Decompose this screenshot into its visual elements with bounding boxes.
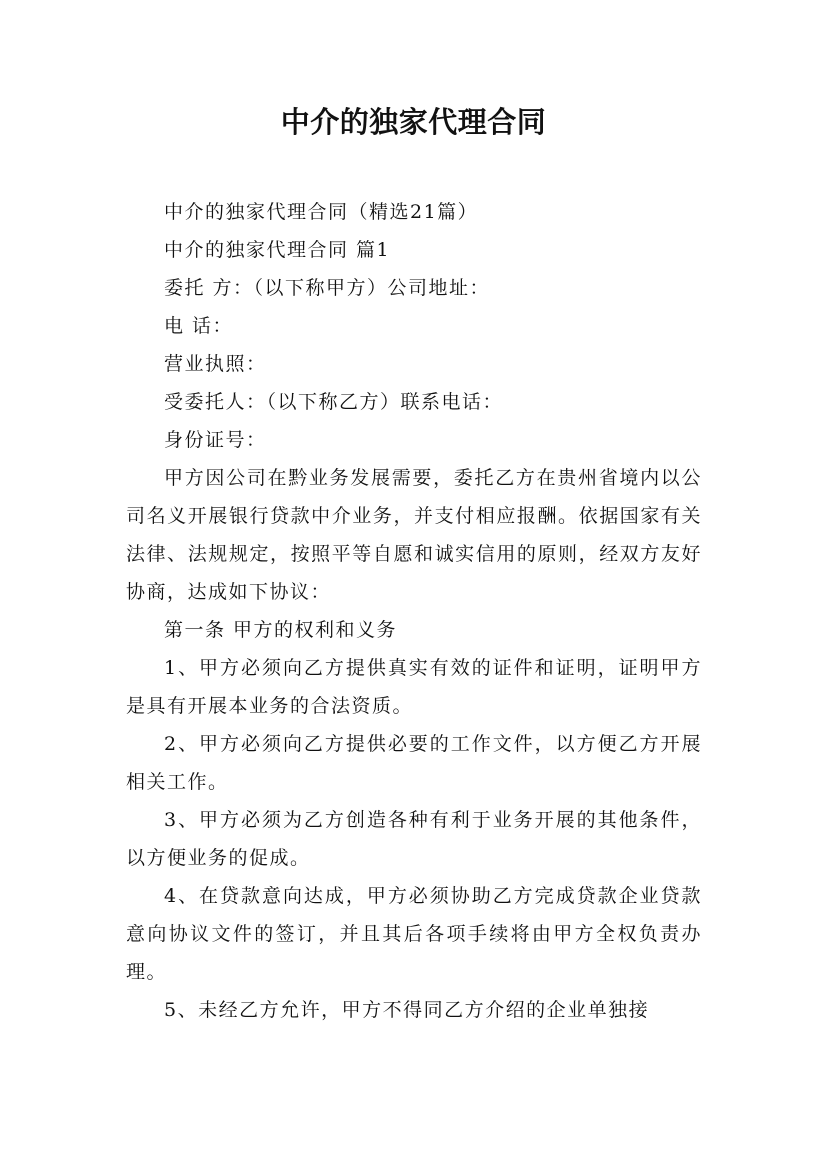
document-title: 中介的独家代理合同 <box>280 105 547 139</box>
paragraph-agent-party: 受委托人：（以下称乙方）联系电话： <box>164 391 504 413</box>
paragraph-id-number: 身份证号： <box>164 429 267 451</box>
paragraph-clause-2: 2、甲方必须向乙方提供必要的工作文件，以方便乙方开展相关工作。 <box>126 733 702 793</box>
paragraph-phone: 电 话： <box>164 315 234 337</box>
document-body <box>126 193 702 1029</box>
paragraph-subtitle: 中介的独家代理合同（精选21篇） <box>164 201 479 223</box>
paragraph-clause-4: 4、在贷款意向达成，甲方必须协助乙方完成贷款企业贷款意向协议文件的签订，并且其后各项手续将由甲方全权负责办理。 <box>126 885 702 983</box>
paragraph-article-one-heading: 第一条 甲方的权利和义务 <box>164 619 398 641</box>
paragraph-clause-1: 1、甲方必须向乙方提供真实有效的证件和证明，证明甲方是具有开展本业务的合法资质。 <box>126 657 702 717</box>
paragraph-client-party: 委托 方：（以下称甲方）公司地址： <box>164 277 491 299</box>
paragraph-preamble: 甲方因公司在黔业务发展需要，委托乙方在贵州省境内以公司名义开展银行贷款中介业务，并支付相应报酬。依据国家有关法律、法规规定，按照平等自愿和诚实信用的原则，经双方友好协商，达成如下协议： <box>126 467 702 603</box>
paragraph-clause-5: 5、未经乙方允许，甲方不得同乙方介绍的企业单独接 <box>164 999 650 1021</box>
paragraph-business-license: 营业执照： <box>164 353 267 375</box>
paragraph-clause-3: 3、甲方必须为乙方创造各种有利于业务开展的其他条件，以方便业务的促成。 <box>126 809 702 869</box>
paragraph-section-heading: 中介的独家代理合同 篇1 <box>164 239 391 261</box>
